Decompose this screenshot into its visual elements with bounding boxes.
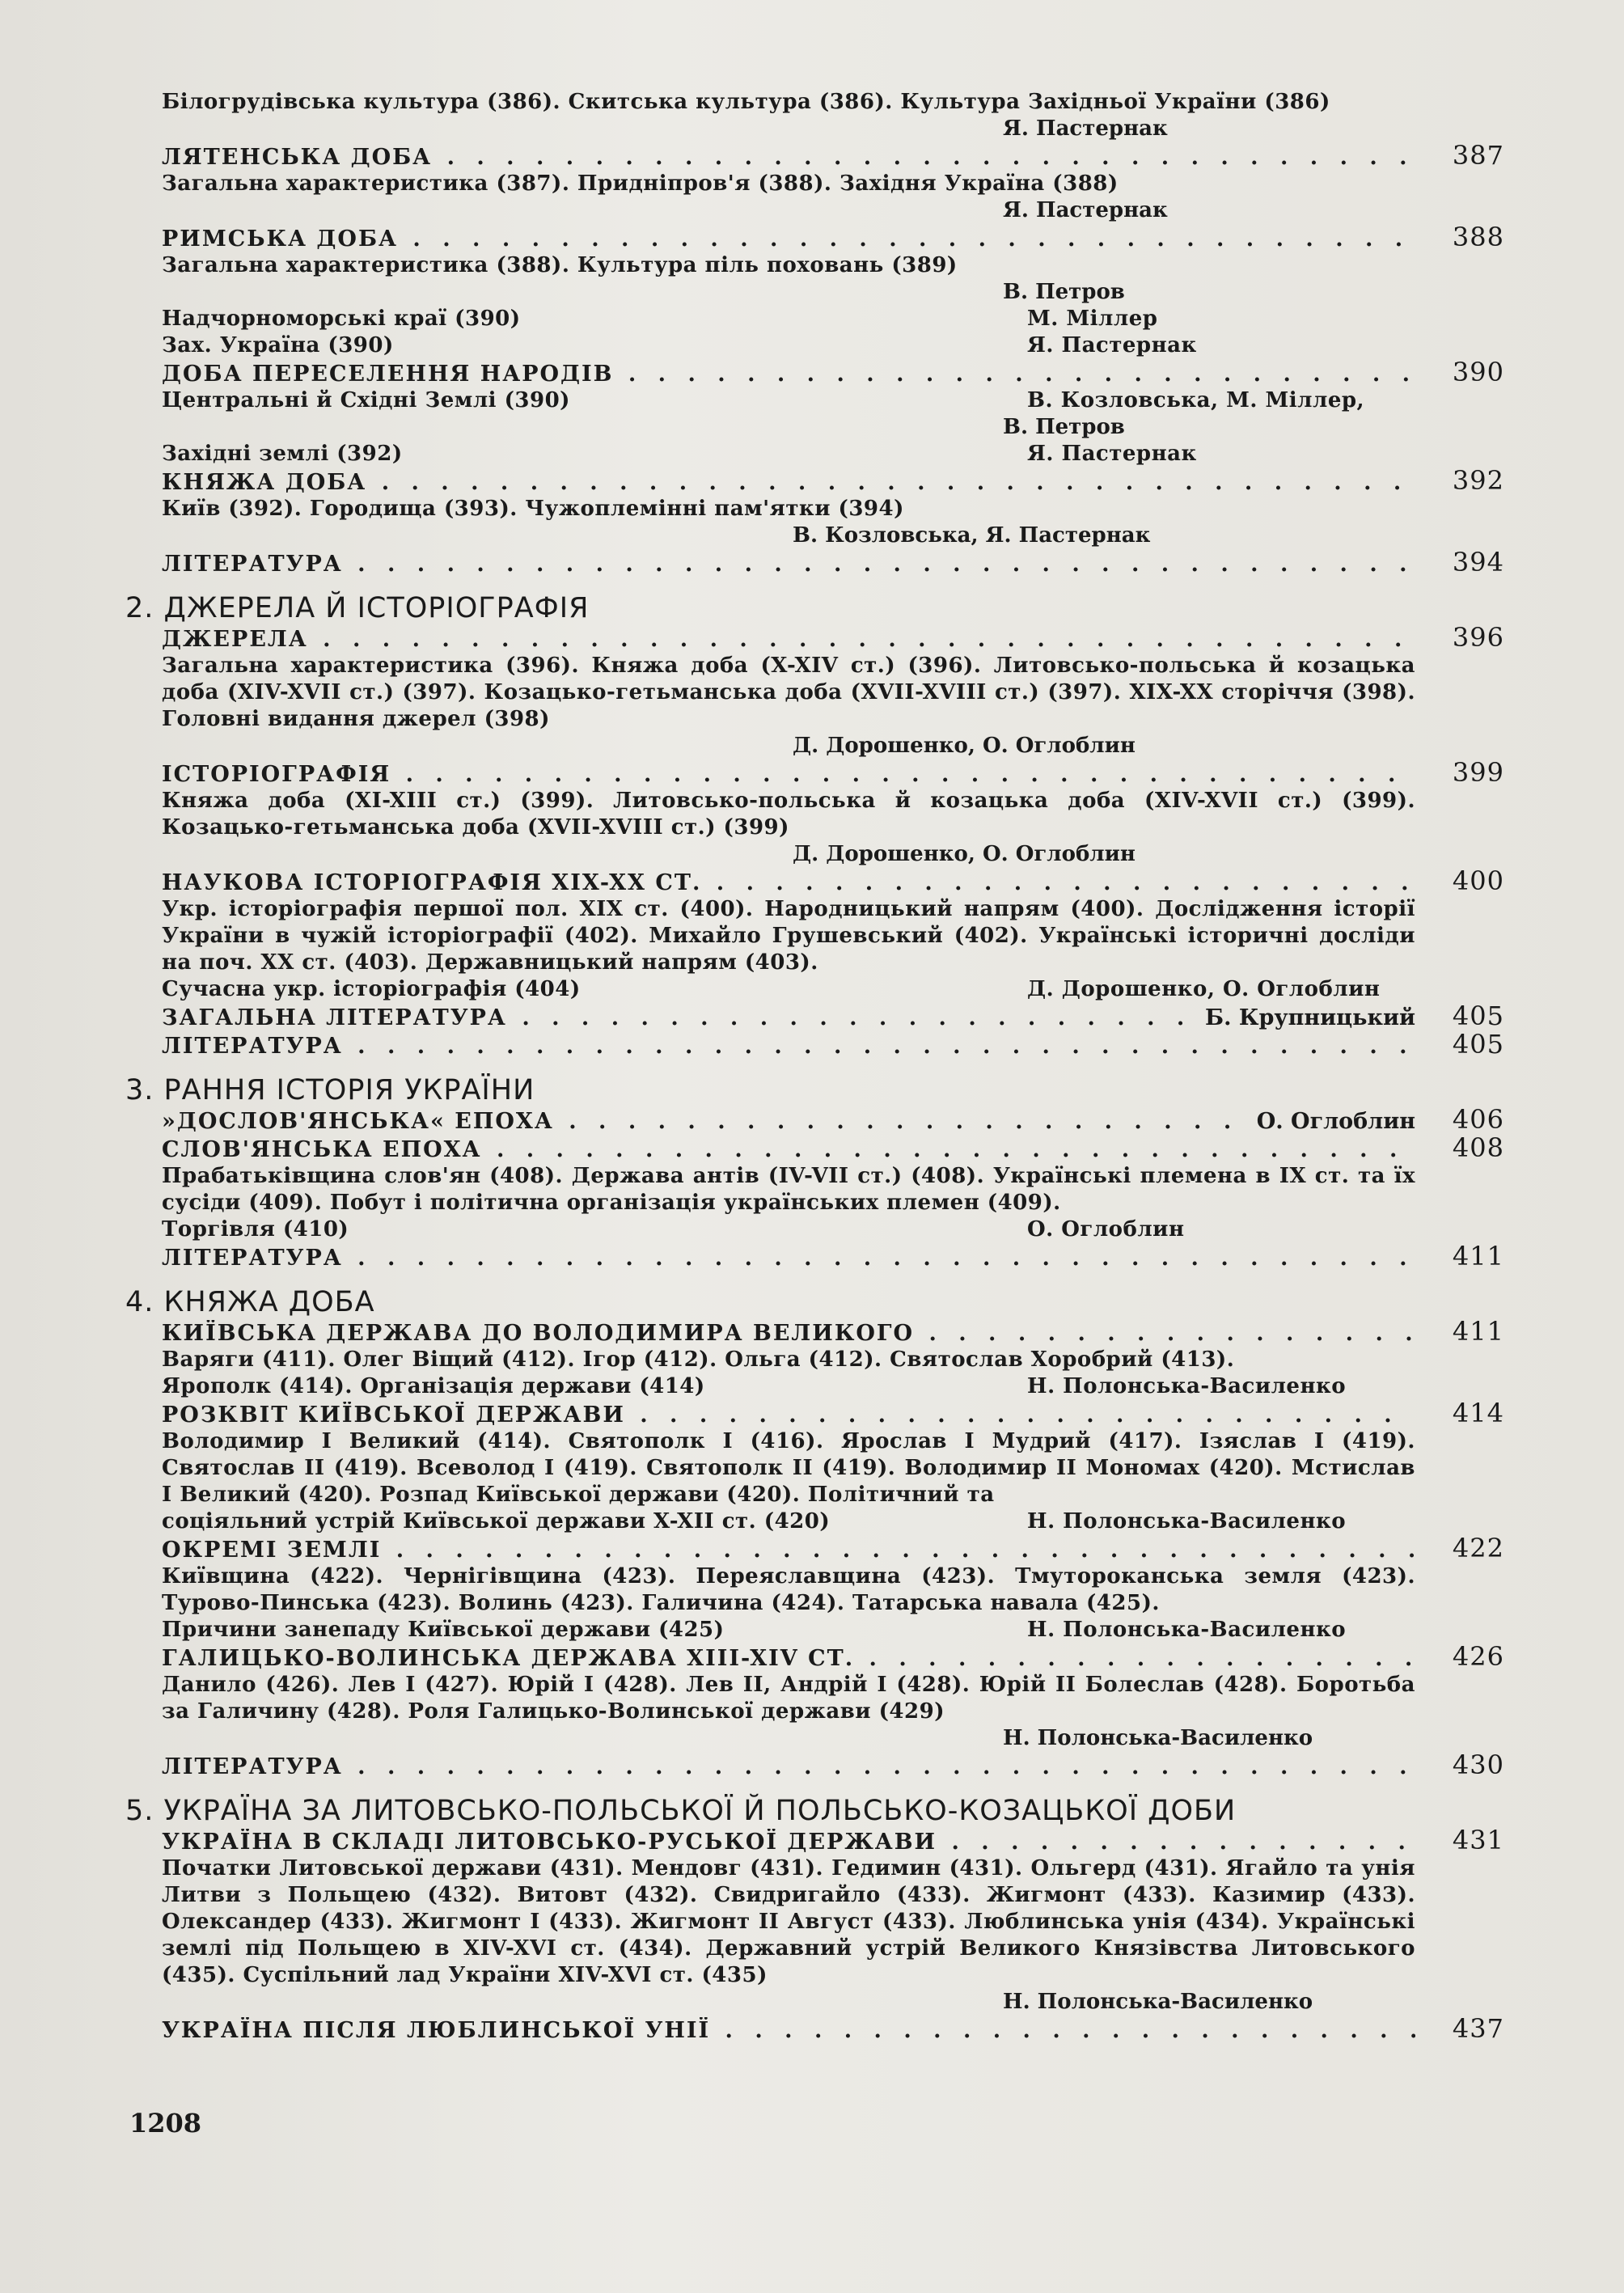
- toc-entry-title: ЛІТЕРАТУРА . . .: [162, 1033, 1415, 1060]
- toc-entry-page: 388: [1452, 222, 1504, 252]
- toc-entry: [162, 1003, 1504, 1031]
- toc-entry-title: ДОБА ПЕРЕСЕЛЕННЯ НАРОДІВ . . .: [162, 361, 1415, 387]
- author-name: Я. Пастернак: [1003, 198, 1168, 222]
- toc-entry-title: УКРАЇНА В СКЛАДІ ЛИТОВСЬКО-РУСЬКОЇ ДЕРЖАВИ . . .: [162, 1829, 1415, 1855]
- toc-entry: [162, 359, 1504, 387]
- author-name: Н. Полонська-Василенко: [1003, 1726, 1313, 1750]
- toc-entry-title: ЛЯТЕНСЬКА ДОБА . . .: [162, 144, 1415, 171]
- subtopics-line: [162, 1617, 1504, 1644]
- author-name: О. Оглоблин: [1027, 1217, 1185, 1242]
- toc-entry-page: 405: [1452, 1001, 1504, 1031]
- toc-entry-page: 390: [1452, 357, 1504, 387]
- toc-entry-page: 408: [1452, 1132, 1504, 1163]
- section-title: 5. УКРАЇНА ЗА ЛИТОВСЬКО-ПОЛЬСЬКОЇ Й ПОЛЬСЬКО-КОЗАЦЬКОЇ ДОБИ: [125, 1795, 1237, 1827]
- section-title: 4. КНЯЖА ДОБА: [125, 1286, 375, 1318]
- toc-entry: [162, 1318, 1504, 1347]
- toc-entry-page: 411: [1452, 1316, 1504, 1347]
- toc-entry-page: 399: [1452, 757, 1504, 788]
- toc-entry: [162, 1641, 1504, 1672]
- section-title: 2. ДЖЕРЕЛА Й ІСТОРІОГРАФІЯ: [125, 592, 590, 624]
- toc-entry-title: ЛІТЕРАТУРА . . .: [162, 1754, 1415, 1780]
- toc-entry-page: 396: [1452, 622, 1504, 653]
- toc-entry: [162, 1400, 1504, 1428]
- toc-entry-title: РОЗКВІТ КИЇВСЬКОЇ ДЕРЖАВИ . . .: [162, 1402, 1415, 1428]
- subtopics-text: Загальна характеристика (387). Придніпров'я (388). Західня Україна (388): [162, 171, 1119, 196]
- subtopics-text: Київ (392). Городища (393). Чужоплемінні пам'ятки (394): [162, 497, 904, 521]
- subtopics-line: [162, 441, 1504, 467]
- subtopics-text: Центральні й Східні Землі (390): [162, 388, 570, 412]
- subtopics-line: [162, 1373, 1504, 1400]
- subtopics-text: Варяги (411). Олег Віщий (412). Ігор (412). Ольга (412). Святослав Хоробрий (413).: [162, 1347, 1235, 1372]
- toc-entry-page: 405: [1452, 1029, 1504, 1060]
- author-name: Н. Полонська-Василенко: [1027, 1618, 1347, 1642]
- toc-entry: [162, 759, 1504, 788]
- subtopics-line: [162, 387, 1504, 414]
- toc-entry-title: »ДОСЛОВ'ЯНСЬКА« ЕПОХА . . .: [162, 1108, 1245, 1135]
- toc-entry: [162, 624, 1504, 653]
- toc-entry-title: ГАЛИЦЬКО-ВОЛИНСЬКА ДЕРЖАВА XIII-XIV СТ. . . .: [162, 1645, 1415, 1672]
- subtopics-text: Торгівля (410): [162, 1217, 349, 1242]
- author-name: Я. Пастернак: [1027, 333, 1197, 357]
- author-name: В. Козловська, М. Міллер,: [1027, 388, 1365, 412]
- subtopics-text: Сучасна укр. історіографія (404): [162, 977, 581, 1001]
- section-title: 3. РАННЯ ІСТОРІЯ УКРАЇНИ: [125, 1074, 535, 1106]
- toc-entry-author: Б. Крупницький: [1205, 1005, 1415, 1030]
- toc-entry-page: 394: [1452, 547, 1504, 577]
- toc-entry-page: 422: [1452, 1533, 1504, 1563]
- subtopics-text: Західні землі (392): [162, 442, 403, 466]
- author-name: В. Петров: [1003, 415, 1125, 439]
- author-name: Д. Дорошенко, О. Оглоблин: [793, 734, 1136, 758]
- toc-entry-page: 406: [1452, 1104, 1504, 1135]
- toc-entry-title: КИЇВСЬКА ДЕРЖАВА ДО ВОЛОДИМИРА ВЕЛИКОГО . . .: [162, 1320, 1415, 1347]
- table-of-contents: [125, 89, 1504, 2044]
- toc-entry-title: УКРАЇНА ПІСЛЯ ЛЮБЛИНСЬКОЇ УНІЇ . . .: [162, 2017, 1415, 2044]
- subtopics-text: Данило (426). Лев I (427). Юрій I (428). Лев II, Андрій I (428). Юрій II Болеслав (428). Боротьба за Галичину (428). Роля Галицько-Волинської держави (429): [162, 1673, 1415, 1724]
- toc-entry-title: ІСТОРІОГРАФІЯ . . .: [162, 761, 1415, 788]
- toc-entry: [162, 1106, 1504, 1135]
- subtopics-text: Причини занепаду Київської держави (425): [162, 1618, 725, 1642]
- toc-entry-page: 430: [1452, 1749, 1504, 1780]
- subtopics-text: Надчорноморські краї (390): [162, 307, 521, 331]
- toc-entry-author: О. Оглоблин: [1256, 1109, 1415, 1134]
- toc-entry: [162, 1243, 1504, 1271]
- toc-entry-title: ЛІТЕРАТУРА . . .: [162, 1245, 1415, 1271]
- toc-entry-page: 431: [1452, 1825, 1504, 1855]
- subtopics-text: Ярополк (414). Організація держави (414): [162, 1374, 705, 1398]
- author-name: Н. Полонська-Василенко: [1003, 1990, 1313, 2014]
- toc-entry: [162, 467, 1504, 496]
- subtopics-line: [162, 976, 1504, 1003]
- toc-entry: [162, 224, 1504, 252]
- toc-entry: [162, 1132, 1504, 1163]
- toc-entry-title: НАУКОВА ІСТОРІОГРАФІЯ XIX-XX СТ. . . .: [162, 869, 1415, 896]
- toc-entry: [162, 142, 1504, 171]
- toc-entry: [162, 1535, 1504, 1563]
- toc-entry: [162, 1827, 1504, 1855]
- subtopics-text: Прабатьківщина слов'ян (408). Держава антів (IV-VII ст.) (408). Українські племена в IX ст. та їх сусіди (409). Побут і політична організація українських племен (409).: [162, 1164, 1415, 1215]
- author-name: Я. Пастернак: [1027, 442, 1197, 466]
- subtopics-text: Княжа доба (XI-XIII ст.) (399). Литовсько-польська й козацька доба (XIV-XVII ст.) (399). Козацько-гетьманська доба (XVII-XVIII ст.) (399): [162, 789, 1415, 840]
- subtopics-text: Укр. історіографія першої пол. XIX ст. (400). Народницький напрям (400). Дослідження історії України в чужій історіографії (402). Михайло Грушевський (402). Українські історичні досліди на поч. XX ст. (403). Державницький напрям (403).: [162, 897, 1415, 975]
- toc-entry-title: КНЯЖА ДОБА . . .: [162, 469, 1415, 496]
- toc-entry-title: ДЖЕРЕЛА . . .: [162, 626, 1415, 653]
- toc-entry-page: 387: [1452, 140, 1504, 171]
- author-name: Н. Полонська-Василенко: [1027, 1509, 1347, 1534]
- subtopics-text: Київщина (422). Чернігівщина (423). Переяславщина (423). Тмутороканська земля (423). Турово-Пинська (423). Волинь (423). Галичина (424). Татарська навала (425).: [162, 1564, 1415, 1615]
- subtopics-text: Володимир I Великий (414). Святополк I (416). Ярослав I Мудрий (417). Ізяслав I (419). Святослав II (419). Всеволод I (419). Святополк II (419). Володимир II Мономах (420). Мстислав I Великий (420). Розпад Київської держави (420). Політичний та: [162, 1429, 1415, 1507]
- author-name: Я. Пастернак: [1003, 116, 1168, 141]
- author-name: М. Міллер: [1027, 307, 1158, 331]
- subtopics-line: [162, 332, 1504, 359]
- toc-entry-title: ЛІТЕРАТУРА . . .: [162, 551, 1415, 577]
- toc-entry: [162, 1749, 1504, 1780]
- toc-entry-page: 392: [1452, 465, 1504, 496]
- subtopics-line: [162, 1508, 1504, 1535]
- subtopics-line: [162, 306, 1504, 332]
- toc-entry-page: 426: [1452, 1641, 1504, 1672]
- author-name: Н. Полонська-Василенко: [1027, 1374, 1347, 1398]
- toc-entry: [162, 2013, 1504, 2044]
- toc-entry-title: ЗАГАЛЬНА ЛІТЕРАТУРА . . .: [162, 1005, 1194, 1031]
- toc-entry-title: СЛОВ'ЯНСЬКА ЕПОХА . . .: [162, 1136, 1415, 1163]
- subtopics-line: [162, 1216, 1504, 1243]
- subtopics-text: Початки Литовської держави (431). Мендовг (431). Гедимин (431). Ольгерд (431). Ягайло та унія Литви з Польщею (432). Витовт (432). Свидригайло (433). Жигмонт (433). Казимир (433). Олександер (433). Жигмонт I (433). Жигмонт II Август (433). Люблинська унія (434). Українські землі під Польщею в XIV-XVI ст. (434). Державний устрій Великого Князівства Литовського (435). Суспільний лад України XIV-XVI ст. (435): [162, 1856, 1415, 1987]
- toc-entry: [162, 549, 1504, 577]
- subtopics-text: Загальна характеристика (388). Культура піль поховань (389): [162, 253, 958, 277]
- author-name: В. Петров: [1003, 280, 1125, 304]
- toc-entry-page: 411: [1452, 1241, 1504, 1271]
- toc-entry-page: 400: [1452, 865, 1504, 896]
- subtopics-text: Загальна характеристика (396). Княжа доба (X-XIV ст.) (396). Литовсько-польська й козацька доба (XIV-XVII ст.) (397). Козацько-гетьманська доба (XVII-XVIII ст.) (397). XIX-XX сторіччя (398). Головні видання джерел (398): [162, 654, 1415, 731]
- toc-entry-page: 437: [1452, 2013, 1504, 2044]
- page-number: 1208: [129, 2108, 202, 2139]
- author-name: В. Козловська, Я. Пастернак: [793, 523, 1151, 548]
- subtopics-text: Зах. Україна (390): [162, 333, 394, 357]
- toc-entry-page: 414: [1452, 1398, 1504, 1428]
- toc-entry-title: РИМСЬКА ДОБА . . .: [162, 226, 1415, 252]
- subtopics-text: соціяльний устрій Київської держави X-XII ст. (420): [162, 1509, 831, 1534]
- subtopics-text: Білогрудівська культура (386). Скитська культура (386). Культура Західньої України (386): [162, 90, 1330, 114]
- author-name: Д. Дорошенко, О. Оглоблин: [1027, 977, 1381, 1001]
- toc-entry: [162, 1031, 1504, 1060]
- toc-entry: [162, 865, 1504, 896]
- author-name: Д. Дорошенко, О. Оглоблин: [793, 842, 1136, 866]
- toc-entry-title: ОКРЕМІ ЗЕМЛІ . . .: [162, 1537, 1415, 1563]
